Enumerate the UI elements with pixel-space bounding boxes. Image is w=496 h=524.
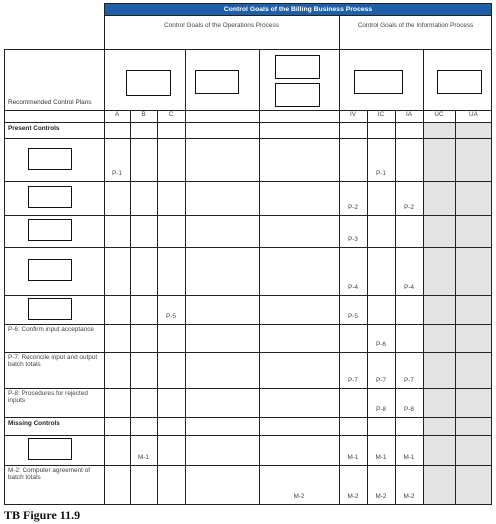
column-letter-UC: UC	[434, 111, 444, 118]
header-box-iv-ic-ia	[354, 70, 403, 94]
figure-caption: TB Figure 11.9	[4, 508, 81, 522]
column-letter-blank-3	[185, 110, 259, 122]
missing-controls-label: Missing Controls	[8, 420, 60, 427]
mark-p-2: P-2	[404, 204, 414, 211]
grid-line	[185, 49, 186, 505]
mark-m-1: M-1	[137, 454, 149, 461]
column-letter-B: B	[141, 111, 146, 118]
grid-line	[4, 465, 492, 466]
information-goals-header: Control Goals of the Information Process	[357, 22, 474, 29]
mark-p-4: P-4	[404, 284, 414, 291]
grid-line	[4, 352, 492, 353]
row-8-label: P-8: Procedures for rejected inputs	[8, 390, 88, 405]
row-2-plan-box	[28, 186, 72, 208]
grid-line	[491, 3, 492, 505]
row-3-plan-box	[28, 219, 72, 241]
grid-line	[4, 324, 492, 325]
grid-line	[4, 110, 492, 111]
mark-p-8: P-8	[376, 406, 386, 413]
mark-m-2: M-2	[375, 493, 387, 500]
grid-line	[4, 247, 492, 248]
matrix-title: Control Goals of the Billing Business Process	[104, 3, 492, 15]
row-7-label: P-7: Reconcile input and output batch totals	[8, 354, 98, 369]
column-letter-IA: IA	[405, 111, 413, 118]
grid-line	[4, 388, 492, 389]
grid-line	[130, 110, 131, 505]
grid-line	[4, 435, 492, 436]
shaded-uc-ua-columns	[423, 122, 492, 504]
column-letter-IC: IC	[377, 111, 385, 118]
operations-goals-header: Control Goals of the Operations Process	[164, 22, 279, 29]
grid-line	[4, 417, 492, 418]
grid-line	[367, 110, 368, 505]
grid-line	[104, 3, 105, 505]
mark-p-5: P-5	[348, 313, 358, 320]
mark-p-7: P-7	[404, 377, 414, 384]
mark-p-8: P-8	[404, 406, 414, 413]
mark-p-7: P-7	[348, 377, 358, 384]
grid-line	[104, 15, 492, 16]
grid-line	[4, 138, 492, 139]
grid-line	[4, 49, 5, 505]
mark-m-2: M-2	[403, 493, 415, 500]
grid-line	[4, 295, 492, 296]
grid-line	[423, 49, 424, 505]
header-box-col5-bottom	[275, 83, 320, 107]
header-box-col4	[195, 70, 239, 94]
header-box-abc	[126, 70, 171, 96]
grid-line	[339, 15, 340, 505]
header-box-col5-top	[275, 55, 320, 79]
grid-line	[4, 181, 492, 182]
mark-m-1: M-1	[375, 454, 387, 461]
row-5-plan-box	[28, 298, 72, 320]
control-matrix	[4, 3, 492, 504]
column-letter-IV: IV	[349, 111, 357, 118]
grid-line	[395, 110, 396, 505]
recommended-plans-label: Recommended Control Plans	[8, 98, 92, 106]
grid-line	[455, 110, 456, 505]
grid-line	[259, 49, 260, 505]
column-letter-C: C	[168, 111, 174, 118]
mark-m-1: M-1	[403, 454, 415, 461]
row-4-plan-box	[28, 259, 72, 281]
mark-p-2: P-2	[348, 204, 358, 211]
mark-m-1: M-1	[347, 454, 359, 461]
grid-line	[4, 49, 492, 50]
row-10-label: M-2: Computer agreement of batch totals	[8, 467, 91, 482]
mark-p-4: P-4	[348, 284, 358, 291]
mark-p-7: P-7	[376, 377, 386, 384]
mark-m-2: M-2	[293, 493, 305, 500]
grid-line	[4, 504, 492, 505]
mark-p-1: P-1	[376, 170, 386, 177]
grid-line	[4, 122, 492, 123]
column-letter-A: A	[114, 111, 120, 118]
header-box-uc-ua	[437, 70, 482, 94]
grid-line	[4, 215, 492, 216]
column-letter-blank-4	[259, 110, 339, 122]
present-controls-label: Present Controls	[8, 125, 60, 132]
mark-m-2: M-2	[347, 493, 359, 500]
mark-p-6: P-6	[376, 341, 386, 348]
grid-line	[104, 3, 492, 4]
row-1-plan-box	[28, 148, 72, 170]
mark-p-1: P-1	[112, 170, 122, 177]
row-6-label: P-6: Confirm input acceptance	[8, 326, 94, 333]
row-9-plan-box	[28, 438, 72, 460]
mark-p-3: P-3	[348, 236, 358, 243]
grid-line	[157, 110, 158, 505]
mark-p-5: P-5	[166, 313, 176, 320]
column-letter-UA: UA	[469, 111, 478, 118]
